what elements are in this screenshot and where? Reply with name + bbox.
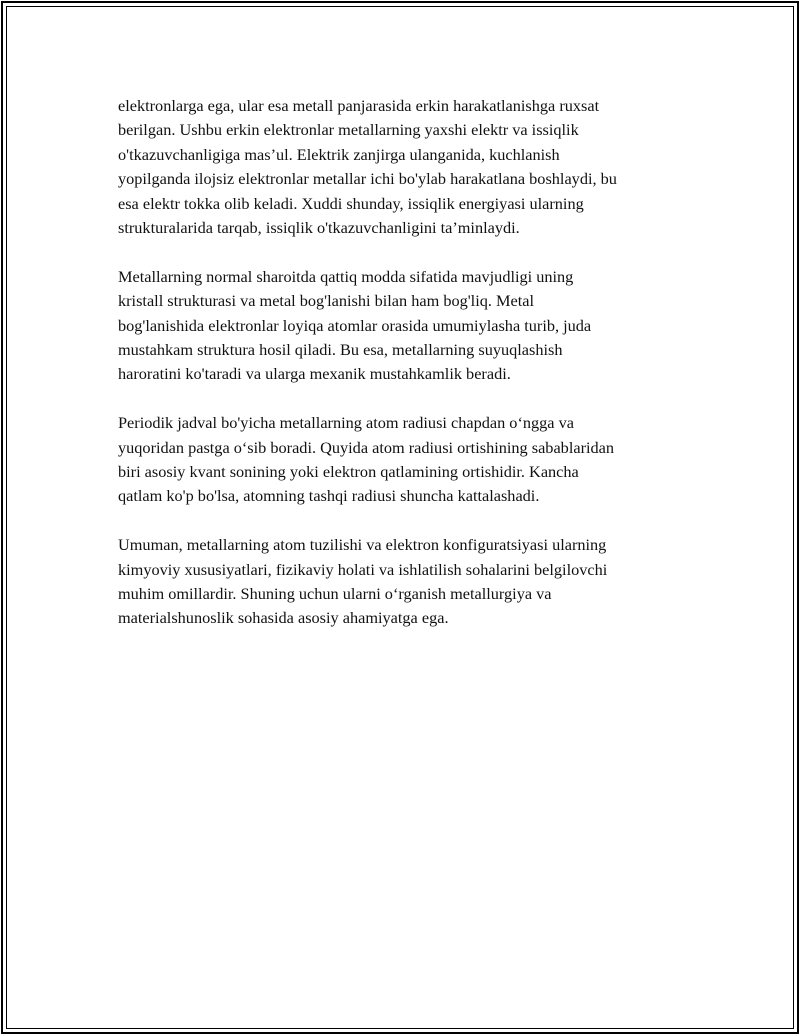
paragraph-1 <box>118 94 698 240</box>
text-line: Umuman, metallarning atom tuzilishi va elektron konfiguratsiyasi ularning <box>118 535 607 555</box>
text-line: qatlam ko'p bo'lsa, atomning tashqi radiusi shuncha kattalashadi. <box>118 486 540 506</box>
text-line: muhim omillardir. Shuning uchun ularni o‘rganish metallurgiya va <box>118 584 552 604</box>
paragraph-3 <box>118 411 698 509</box>
text-line: mustahkam struktura hosil qiladi. Bu esa, metallarning suyuqlashish <box>118 340 563 360</box>
text-line: yopilganda ilojsiz elektronlar metallar ichi bo'ylab harakatlana boshlaydi, bu <box>118 169 617 189</box>
document-body <box>118 94 698 655</box>
text-line: Periodik jadval bo'yicha metallarning atom radiusi chapdan o‘ngga va <box>118 413 574 433</box>
text-line: elektronlarga ega, ular esa metall panjarasida erkin harakatlanishga ruxsat <box>118 96 600 115</box>
text-line: esa elektr tokka olib keladi. Xuddi shunday, issiqlik energiyasi ularning <box>118 193 584 213</box>
text-line: Metallarning normal sharoitda qattiq modda sifatida mavjudligi uning <box>118 266 574 286</box>
text-line: berilgan. Ushbu erkin elektronlar metallarning yaxshi elektr va issiqlik <box>118 120 579 140</box>
paragraph-2 <box>118 265 698 387</box>
text-line: kimyoviy xususiyatlari, fizikaviy holati va ishlatilish sohalarini belgilovchi <box>118 559 608 579</box>
text-line: haroratini ko'taradi va ularga mexanik mustahkamlik beradi. <box>118 364 511 384</box>
text-line: strukturalarida tarqab, issiqlik o'tkazuvchanligini ta’minlaydi. <box>118 218 520 238</box>
paragraph-4 <box>118 533 698 631</box>
text-line: bog'lanishida elektronlar loyiqa atomlar orasida umumiylasha turib, juda <box>118 315 592 335</box>
text-line: materialshunoslik sohasida asosiy ahamiyatga ega. <box>118 608 449 628</box>
text-line: yuqoridan pastga o‘sib boradi. Quyida atom radiusi ortishining sabablaridan <box>118 437 615 457</box>
text-line: biri asosiy kvant sonining yoki elektron qatlamining ortishidir. Kancha <box>118 462 579 482</box>
text-line: kristall strukturasi va metal bog'lanishi bilan ham bog'liq. Metal <box>118 291 534 311</box>
text-line: o'tkazuvchanligiga mas’ul. Elektrik zanjirga ulanganida, kuchlanish <box>118 144 560 164</box>
